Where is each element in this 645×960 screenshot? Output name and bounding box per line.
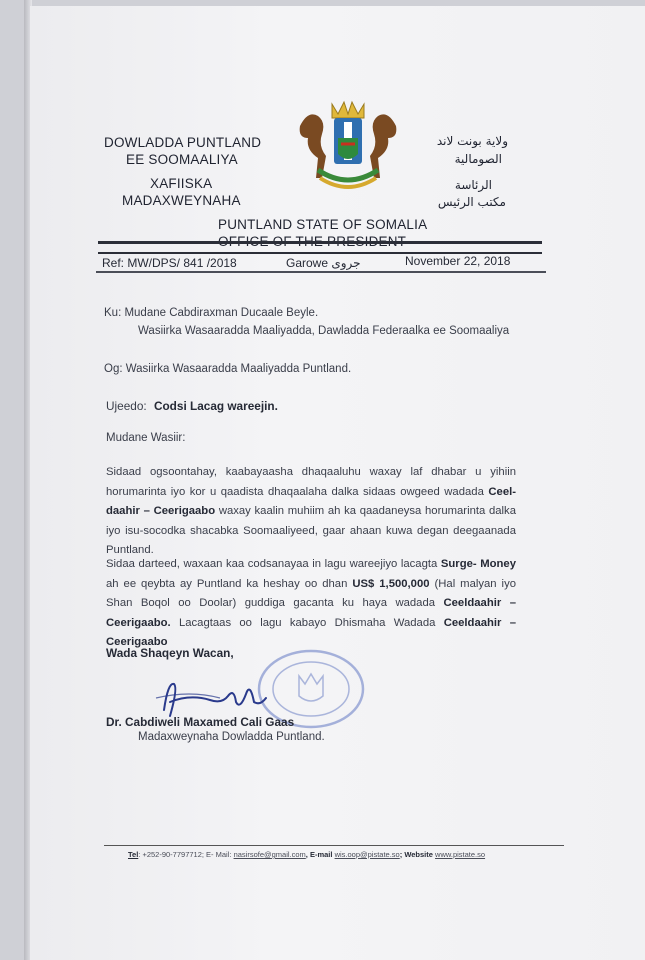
- paragraph-2-road-name: Ceeldaahir – Ceerigaabo.: [106, 597, 516, 629]
- letterhead-right-line4: مكتب الرئيس: [437, 195, 506, 209]
- paragraph-2-amount: US$ 1,500,000: [352, 577, 430, 590]
- letterhead-left-line2: EE SOOMAALIYA: [126, 152, 238, 167]
- salutation: Mudane Wasiir:: [106, 432, 186, 444]
- paragraph-2-text-a: Sidaa darteed, waxaan kaa codsanayaa in lagu wareejiyo lacagta: [106, 558, 438, 570]
- letterhead-right-line2: الصومالية: [454, 152, 502, 166]
- signer-title: Madaxweynaha Dowladda Puntland.: [138, 731, 325, 743]
- letterhead-left-line3: XAFIISKA: [150, 176, 213, 191]
- paragraph-2-text-c: ah ee qeybta ay Puntland ka heshay oo dhan: [106, 577, 348, 590]
- paragraph-2-text-g: Lacagtaas oo lagu kabayo Dhismaha Wadada: [178, 616, 436, 629]
- letter-date: November 22, 2018: [405, 254, 511, 268]
- header-rule-bottom: [96, 271, 546, 273]
- paragraph-1: [106, 463, 516, 561]
- reference-number: Ref: MW/DPS/ 841 /2018: [102, 256, 237, 270]
- addressee-line2: Wasiirka Wasaaradda Maaliyadda, Dawladda Federaalka ee Soomaaliya: [138, 325, 510, 337]
- letterhead-left-line4: MADAXWEYNAHA: [122, 193, 241, 208]
- footer-email-label: , E-mail: [305, 850, 333, 859]
- paragraph-2-surge-money: Surge- Money: [440, 558, 516, 570]
- footer-rule: [104, 845, 564, 846]
- closing: Wada Shaqeyn Wacan,: [106, 646, 234, 660]
- paragraph-1-text-c: waxay kaalin muhiim ah ka qaadaneysa horumarinta dalka iyo isu-socodka shacabka Soomaaliyeed, gaar ahaan kuwa degan deegaanada Puntland.: [106, 505, 516, 556]
- subject-line: [106, 399, 278, 413]
- signer-name: Dr. Cabdiweli Maxamed Cali Gaas: [106, 715, 295, 729]
- footer-email-1[interactable]: nasirsofe@gmail.com: [233, 850, 306, 859]
- subject-label: Ujeedo:: [106, 399, 147, 413]
- paragraph-2-road-name-2: Ceeldaahir – Ceerigaabo: [106, 616, 517, 648]
- addressee-line1: Ku: Mudane Cabdiraxman Ducaale Beyle.: [104, 307, 319, 319]
- paragraph-2: [106, 555, 516, 653]
- paragraph-1-road-name: Ceel-daahir – Ceerigaabo: [106, 485, 516, 517]
- subject-value: Codsi Lacag wareejin.: [153, 399, 278, 413]
- footer-tel-value: : +252-90-7797712; E- Mail:: [138, 850, 232, 859]
- paragraph-1-text-a: Sidaad ogsoontahay, kaabayaasha dhaqaaluhu waxay laf dhabar u yihiin horumarinta iyo kor u qaadista dhaqaalaha dalka sidaas owgeed wadada: [106, 466, 516, 498]
- footer-email-2[interactable]: wis.oop@pistate.so: [334, 850, 400, 859]
- footer-tel-label: Tel: [128, 850, 139, 859]
- header-rule-thick: [98, 241, 542, 244]
- letterhead-right-line1: ولاية بونت لاند: [436, 134, 508, 148]
- paragraph-2-text-e: (Hal malyan iyo Shan Boqol oo Doolar) guddiga gacanta ku haya wadada: [106, 577, 516, 609]
- letterhead-right-line3: الرئاسة: [454, 178, 492, 192]
- place-garowe: Garowe جروى: [286, 256, 361, 270]
- footer-website-label: ; Website: [399, 850, 433, 859]
- footer-contact: [128, 850, 485, 859]
- coat-of-arms-emblem: [288, 98, 408, 198]
- letterhead-state-name: PUNTLAND STATE OF SOMALIA: [218, 217, 428, 232]
- copy-to-line: Og: Wasiirka Wasaaradda Maaliyadda Puntland.: [104, 363, 352, 375]
- footer-website[interactable]: www.pistate.so: [435, 850, 486, 859]
- letterhead-left-line1: DOWLADDA PUNTLAND: [104, 135, 262, 150]
